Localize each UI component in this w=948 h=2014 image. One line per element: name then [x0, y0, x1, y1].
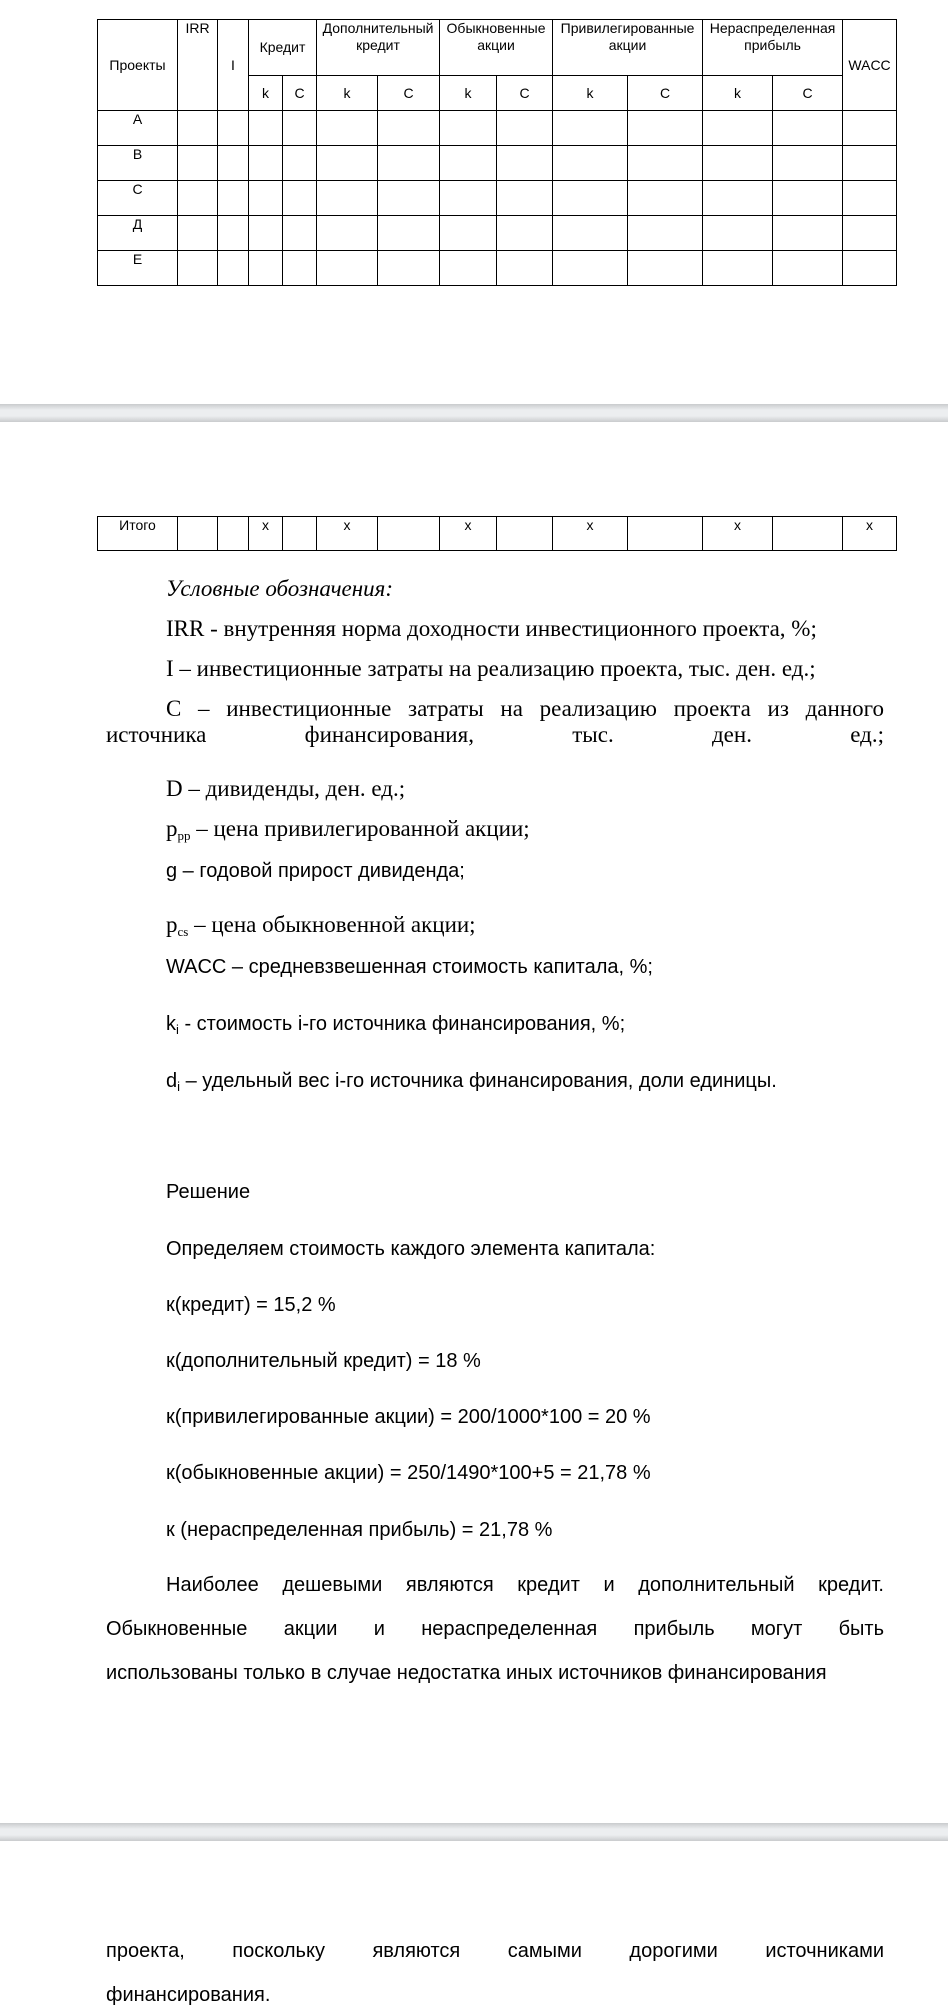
table-cell	[497, 181, 553, 216]
subheader-k: k	[703, 76, 773, 111]
table-cell	[497, 111, 553, 146]
table-cell	[843, 111, 897, 146]
x-mark: x	[843, 517, 897, 551]
subheader-k: k	[249, 76, 283, 111]
table-cell	[773, 146, 843, 181]
para-line-1: Наиболее дешевыми являются кредит и дополнительный кредит.	[166, 1574, 884, 1596]
table-cell	[553, 216, 628, 251]
header-wacc: WACC	[843, 20, 897, 111]
table-cell	[703, 181, 773, 216]
page-break	[0, 1823, 948, 1841]
row-label: B	[98, 146, 178, 181]
table-cell	[440, 251, 497, 286]
table-cell	[249, 111, 283, 146]
ki-text: - стоимость i-го источника финансирования, %;	[178, 1013, 626, 1035]
header-privil: Привилегированные акции	[553, 20, 703, 76]
para-line-2: Обыкновенные акции и нераспределенная прибыль могут быть	[106, 1618, 884, 1640]
table-cell	[317, 146, 378, 181]
header-kredit: Кредит	[249, 20, 317, 76]
table-cell	[178, 181, 218, 216]
table-cell	[628, 181, 703, 216]
table-cell	[317, 181, 378, 216]
k-dop-kredit: к(дополнительный кредит) = 18 %	[166, 1350, 481, 1372]
table-cell	[218, 146, 249, 181]
table-cell	[378, 216, 440, 251]
solution-title: Решение	[166, 1181, 251, 1203]
x-mark: x	[703, 517, 773, 551]
table-cell	[703, 111, 773, 146]
legend-title: Условные обозначения:	[166, 576, 394, 601]
table-cell	[773, 181, 843, 216]
subheader-c: C	[773, 76, 843, 111]
subheader-k: k	[317, 76, 378, 111]
k-privil: к(привилегированные акции) = 200/1000*100 = 20 %	[166, 1406, 651, 1428]
header-projects: Проекты	[98, 20, 178, 111]
solution-intro: Определяем стоимость каждого элемента капитала:	[166, 1238, 656, 1260]
subheader-c: C	[378, 76, 440, 111]
table-cell	[378, 111, 440, 146]
k-kredit: к(кредит) = 15,2 %	[166, 1294, 336, 1316]
table-cell	[628, 517, 703, 551]
table-cell	[497, 146, 553, 181]
table-cell	[773, 111, 843, 146]
table-cell	[628, 111, 703, 146]
table-cell	[703, 216, 773, 251]
ppp-text: – цена привилегированной акции;	[190, 816, 530, 841]
page-break	[0, 404, 948, 422]
table-cell	[497, 517, 553, 551]
table-cell	[378, 251, 440, 286]
table-cell	[628, 146, 703, 181]
table-cell	[440, 146, 497, 181]
table-cell	[218, 216, 249, 251]
table-cell	[773, 251, 843, 286]
table-cell	[283, 146, 317, 181]
table-cell	[553, 111, 628, 146]
header-i: I	[218, 20, 249, 111]
table-cell	[317, 111, 378, 146]
table-cell	[553, 146, 628, 181]
ki-sub: i	[176, 1022, 179, 1037]
table-cell	[283, 251, 317, 286]
table-cell	[497, 216, 553, 251]
para-line-4: проекта, поскольку являются самыми дорогими источниками	[106, 1940, 884, 1962]
para-line-5: финансирования.	[106, 1984, 271, 2006]
subheader-c: C	[497, 76, 553, 111]
subheader-c: C	[628, 76, 703, 111]
table-cell	[378, 181, 440, 216]
di-symbol: d	[166, 1070, 178, 1092]
x-mark: x	[553, 517, 628, 551]
table-cell	[773, 517, 843, 551]
table-row	[98, 146, 897, 181]
header-dop-kredit: Дополнительный кредит	[317, 20, 440, 76]
table-cell	[378, 517, 440, 551]
table-cell	[249, 181, 283, 216]
table-cell	[378, 146, 440, 181]
legend-ppp	[166, 816, 530, 842]
table-row	[98, 216, 897, 251]
di-text: – удельный вес i-го источника финансирования, доли единицы.	[180, 1070, 777, 1092]
legend-i: I – инвестиционные затраты на реализацию проекта, тыс. ден. ед.;	[166, 656, 816, 681]
legend-c	[106, 696, 884, 748]
di-sub: i	[177, 1079, 181, 1094]
x-mark: x	[249, 517, 283, 551]
table-cell	[703, 251, 773, 286]
table-cell	[178, 111, 218, 146]
table-cell	[283, 517, 317, 551]
table-cell	[628, 251, 703, 286]
subheader-c: C	[283, 76, 317, 111]
table-cell	[218, 517, 249, 551]
table-cell	[178, 216, 218, 251]
legend-pcs	[166, 912, 476, 938]
table-cell	[843, 146, 897, 181]
table-body	[98, 111, 897, 286]
table-cell	[178, 146, 218, 181]
pcs-sub: cs	[177, 924, 189, 939]
table-cell	[283, 111, 317, 146]
legend-c-text: С – инвестиционные затраты на реализацию проекта из данного источника финансирования, тыс. ден. ед.;	[106, 696, 884, 747]
table-cell	[703, 146, 773, 181]
ppp-sub: pp	[177, 828, 191, 843]
legend-wacc: WACC – средневзвешенная стоимость капитала, %;	[166, 956, 653, 978]
x-mark: x	[440, 517, 497, 551]
table-cell	[843, 216, 897, 251]
table-cell	[553, 251, 628, 286]
table-cell	[283, 216, 317, 251]
table-cell	[497, 251, 553, 286]
subheader-k: k	[553, 76, 628, 111]
k-obykn: к(обыкновенные акции) = 250/1490*100+5 = 21,78 %	[166, 1462, 651, 1484]
total-table	[97, 516, 897, 551]
row-label: A	[98, 111, 178, 146]
total-label: Итого	[98, 517, 178, 551]
projects-table	[97, 19, 897, 286]
table-cell	[249, 251, 283, 286]
table-row	[98, 111, 897, 146]
k-neraspr: к (нераспределенная прибыль) = 21,78 %	[166, 1519, 553, 1541]
pcs-text: – цена обыкновенной акции;	[188, 912, 476, 937]
legend-g: g – годовой прирост дивиденда;	[166, 860, 465, 882]
row-label: E	[98, 251, 178, 286]
table-cell	[628, 216, 703, 251]
row-label: C	[98, 181, 178, 216]
table-cell	[178, 517, 218, 551]
header-neraspr: Нераспределенная прибыль	[703, 20, 843, 76]
legend-di	[166, 1070, 777, 1093]
pcs-symbol: p	[166, 912, 178, 937]
table-cell	[317, 251, 378, 286]
legend-ki	[166, 1013, 625, 1036]
table-cell	[317, 216, 378, 251]
header-irr: IRR	[178, 20, 218, 111]
table-row	[98, 251, 897, 286]
table-cell	[843, 251, 897, 286]
ki-symbol: k	[166, 1013, 176, 1035]
subheader-k: k	[440, 76, 497, 111]
para-line-3: использованы только в случае недостатка иных источников финансирования	[106, 1662, 827, 1684]
table-cell	[178, 251, 218, 286]
table-cell	[843, 181, 897, 216]
table-cell	[773, 216, 843, 251]
table-row	[98, 181, 897, 216]
table-cell	[218, 181, 249, 216]
header-obykn: Обыкновенные акции	[440, 20, 553, 76]
table-cell	[440, 111, 497, 146]
table-cell	[440, 181, 497, 216]
table-cell	[218, 251, 249, 286]
ppp-symbol: p	[166, 816, 178, 841]
table-cell	[249, 216, 283, 251]
table-cell	[553, 181, 628, 216]
table-cell	[283, 181, 317, 216]
table-cell	[218, 111, 249, 146]
legend-d: D – дивиденды, ден. ед.;	[166, 776, 406, 801]
row-label: Д	[98, 216, 178, 251]
table-cell	[440, 216, 497, 251]
legend-irr: IRR - внутренняя норма доходности инвестиционного проекта, %;	[166, 616, 817, 641]
x-mark: x	[317, 517, 378, 551]
table-cell	[249, 146, 283, 181]
